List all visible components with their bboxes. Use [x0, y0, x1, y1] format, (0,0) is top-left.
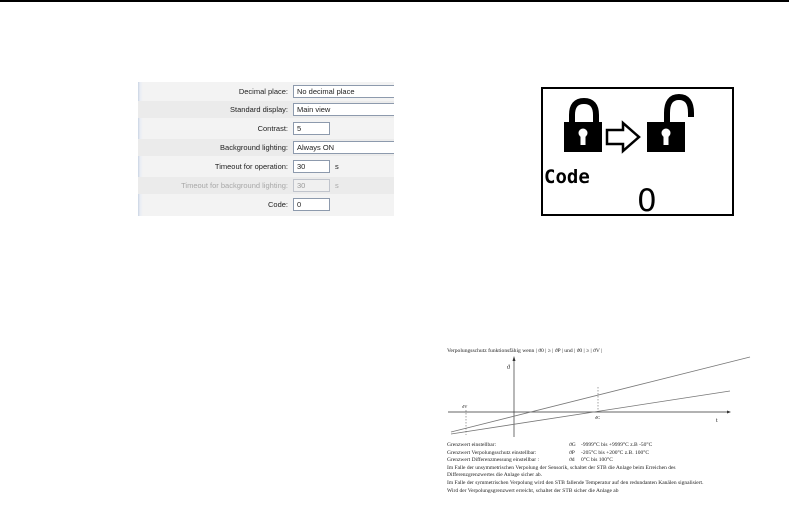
device-lcd-display: [541, 87, 734, 216]
lcd-code-label: Code: [544, 166, 590, 188]
lock-open-icon: [647, 97, 691, 152]
paragraph-line: Wird der Verpolungsgrenzwert erreicht, schaltet der STB sicher die Anlage ab: [447, 487, 619, 494]
timeout-background-row: [138, 177, 394, 194]
decimal-place-select[interactable]: No decimal place: [293, 85, 394, 98]
paragraph-line: Im Falle der unsymmetrischen Verpolung der Sensorik, schaltet der STB die Anlage beim Erreichen des: [447, 464, 676, 471]
decimal-place-row: [138, 83, 394, 100]
background-lighting-label: Background lighting:: [220, 143, 288, 152]
note-label: Grenzwert einstellbar:: [447, 442, 497, 448]
signal-line-lower: [451, 391, 730, 434]
page-top-rule: [0, 0, 789, 2]
standard-display-row: [138, 101, 394, 118]
background-lighting-row: [138, 139, 394, 156]
timeout-operation-row: [138, 158, 394, 175]
contrast-input[interactable]: 5: [293, 122, 330, 135]
note-range: -9999°C bis +9999°C z.B -50°C: [581, 442, 653, 448]
background-lighting-select[interactable]: Always ON: [293, 141, 394, 154]
code-input[interactable]: 0: [293, 198, 330, 211]
timeout-operation-input[interactable]: 30: [293, 160, 330, 173]
standard-display-select[interactable]: Main view: [293, 103, 394, 116]
lock-closed-icon: [564, 101, 602, 152]
note-symbol: ϑd: [569, 457, 575, 464]
lcd-code-value: 0: [637, 183, 657, 214]
x-axis-label: t: [716, 418, 718, 424]
timeout-background-label: Timeout for background lighting:: [181, 181, 288, 190]
note-range: -205°C bis +200°C z.B. 100°C: [581, 449, 650, 456]
standard-display-label: Standard display:: [230, 105, 288, 114]
code-row: [138, 196, 394, 213]
display-settings-panel: [138, 82, 394, 216]
x-axis-arrow: [727, 411, 731, 414]
arrow-right-icon: [607, 123, 639, 151]
y-axis-arrow: [513, 356, 516, 361]
figure-title: Verpolungsschutz funktionsfähig wenn | ϑ0 | ≥ | ϑP | und | ϑ0 | ≥ | ϑV |: [447, 348, 603, 354]
note-row: [447, 442, 703, 450]
marker-right-label: ϑC: [595, 415, 601, 420]
paragraph-line: Differenzgrenzwertes die Anlage sicher ab.: [447, 472, 543, 479]
marker-left-label: ϑV: [462, 404, 468, 409]
decimal-place-label: Decimal place:: [238, 87, 288, 96]
note-label: Grenzwert Differenzmessung einstellbar :: [447, 457, 539, 464]
polarity-protection-figure: [445, 345, 768, 500]
note-range: 0°C bis 100°C: [581, 457, 613, 464]
code-label: Code:: [267, 200, 288, 209]
note-row: [447, 457, 703, 465]
contrast-row: [138, 120, 394, 137]
figure-notes: [447, 442, 703, 495]
timeout-background-unit: s: [335, 181, 339, 190]
note-symbol: ϑG: [569, 442, 576, 448]
timeout-operation-label: Timeout for operation:: [214, 162, 288, 171]
note-symbol: ϑP: [569, 449, 575, 456]
y-axis-label: ϑ: [507, 365, 510, 371]
note-label: Grenzwert Verpolungsschutz einstellbar:: [447, 449, 537, 456]
paragraph-line: Im Falle der symmetrischen Verpolung wird den STB fallende Temperatur auf den redundanten Kanälen signalisiert.: [447, 479, 704, 486]
contrast-label: Contrast:: [257, 124, 288, 133]
timeout-operation-unit: s: [335, 162, 339, 171]
timeout-background-input: 30: [293, 179, 330, 192]
